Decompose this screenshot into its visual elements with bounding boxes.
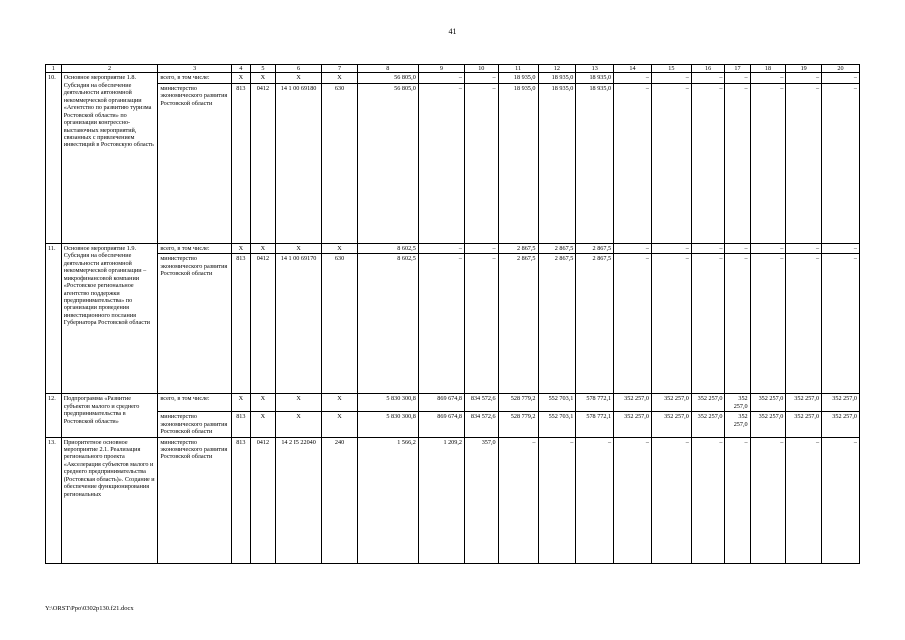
value-cell-col11: 528 779,2: [498, 412, 538, 437]
value-cell-col14: –: [614, 83, 652, 243]
value-cell-col6: X: [275, 73, 321, 83]
value-cell-col19: –: [786, 83, 822, 243]
measure-name-cell: Основное мероприятие 1.9. Субсидия на обеспечение деятельности автономной некоммерческой организации – микрофинансовой компании «Ростовское региональное агентство поддержки предпринимательства» по организации проведения инвестиционного послания Губернатора Ростовской области: [61, 243, 158, 393]
row-number-cell: 12.: [46, 394, 62, 437]
value-cell-col19: –: [786, 243, 822, 253]
value-cell-col8: 5 830 300,8: [357, 394, 418, 412]
value-cell-col6: 14 1 00 69180: [275, 83, 321, 243]
value-cell-col17: –: [725, 254, 750, 394]
value-cell-col18: –: [750, 254, 786, 394]
column-number-row: [46, 65, 860, 73]
row-number-cell: 11.: [46, 243, 62, 393]
executor-cell: всего, в том числе:: [158, 243, 232, 253]
column-number-cell: 2: [61, 65, 158, 73]
row-number-cell: 10.: [46, 73, 62, 243]
column-number-cell: 19: [786, 65, 822, 73]
executor-cell: министерство экономического развития Ростовской области: [158, 437, 232, 563]
value-cell-col14: –: [614, 437, 652, 563]
value-cell-col9: –: [418, 73, 464, 83]
value-cell-col20: –: [822, 83, 860, 243]
executor-cell: министерство экономического развития Ростовской области: [158, 83, 232, 243]
value-cell-col9: –: [418, 243, 464, 253]
value-cell-col13: 18 935,0: [576, 73, 614, 83]
value-cell-col14: 352 257,0: [614, 412, 652, 437]
value-cell-col15: –: [651, 83, 691, 243]
value-cell-col8: 5 830 300,8: [357, 412, 418, 437]
value-cell-col6: 14 1 00 69170: [275, 254, 321, 394]
value-cell-col6: X: [275, 243, 321, 253]
value-cell-col20: –: [822, 73, 860, 83]
value-cell-col10: 834 572,6: [465, 412, 499, 437]
value-cell-col13: 2 867,5: [576, 243, 614, 253]
table-row: [46, 73, 860, 83]
file-path-footer: Y:\ORST\Ppo\0302p130.f21.docx: [45, 605, 134, 612]
column-number-cell: 14: [614, 65, 652, 73]
column-number-cell: 13: [576, 65, 614, 73]
value-cell-col18: –: [750, 243, 786, 253]
value-cell-col17: –: [725, 243, 750, 253]
column-number-cell: 4: [231, 65, 250, 73]
executor-cell: министерство экономического развития Ростовской области: [158, 254, 232, 394]
value-cell-col17: –: [725, 73, 750, 83]
column-number-cell: 1: [46, 65, 62, 73]
value-cell-col12: 552 703,1: [538, 394, 576, 412]
value-cell-col20: –: [822, 437, 860, 563]
value-cell-col10: –: [465, 83, 499, 243]
measure-name-cell: Подпрограмма «Развитие субъектов малого и среднего предпринимательства в Ростовской области»: [61, 394, 158, 437]
value-cell-col13: 578 772,1: [576, 412, 614, 437]
value-cell-col19: 352 257,0: [786, 394, 822, 412]
value-cell-col11: 2 867,5: [498, 243, 538, 253]
value-cell-col10: –: [465, 243, 499, 253]
value-cell-col17: 352 257,0: [725, 412, 750, 437]
value-cell-col13: 578 772,1: [576, 394, 614, 412]
column-number-cell: 3: [158, 65, 232, 73]
column-number-cell: 7: [322, 65, 358, 73]
value-cell-col5: X: [250, 243, 275, 253]
value-cell-col10: 357,0: [465, 437, 499, 563]
table-row: [46, 394, 860, 412]
value-cell-col12: 552 703,1: [538, 412, 576, 437]
value-cell-col19: –: [786, 437, 822, 563]
value-cell-col8: 1 566,2: [357, 437, 418, 563]
value-cell-col6: X: [275, 412, 321, 437]
value-cell-col5: X: [250, 73, 275, 83]
value-cell-col15: –: [651, 73, 691, 83]
value-cell-col7: X: [322, 412, 358, 437]
column-number-cell: 8: [357, 65, 418, 73]
column-number-cell: 6: [275, 65, 321, 73]
value-cell-col8: 8 602,5: [357, 254, 418, 394]
column-number-cell: 9: [418, 65, 464, 73]
value-cell-col18: –: [750, 437, 786, 563]
table-row: [46, 412, 860, 437]
value-cell-col7: X: [322, 73, 358, 83]
value-cell-col17: –: [725, 83, 750, 243]
value-cell-col4: X: [231, 243, 250, 253]
value-cell-col13: 2 867,5: [576, 254, 614, 394]
value-cell-col7: X: [322, 243, 358, 253]
value-cell-col9: 1 209,2: [418, 437, 464, 563]
value-cell-col16: 352 257,0: [691, 394, 725, 412]
value-cell-col10: –: [465, 73, 499, 83]
column-number-cell: 10: [465, 65, 499, 73]
value-cell-col4: 813: [231, 437, 250, 563]
value-cell-col11: 18 935,0: [498, 73, 538, 83]
value-cell-col15: –: [651, 243, 691, 253]
executor-cell: всего, в том числе:: [158, 73, 232, 83]
value-cell-col17: 352 257,0: [725, 394, 750, 412]
value-cell-col19: –: [786, 73, 822, 83]
value-cell-col5: 0412: [250, 83, 275, 243]
value-cell-col16: –: [691, 83, 725, 243]
value-cell-col10: 834 572,6: [465, 394, 499, 412]
value-cell-col14: –: [614, 243, 652, 253]
value-cell-col8: 56 805,0: [357, 83, 418, 243]
value-cell-col7: 240: [322, 437, 358, 563]
column-number-cell: 16: [691, 65, 725, 73]
value-cell-col20: 352 257,0: [822, 412, 860, 437]
value-cell-col8: 56 805,0: [357, 73, 418, 83]
value-cell-col8: 8 602,5: [357, 243, 418, 253]
value-cell-col17: –: [725, 437, 750, 563]
column-number-cell: 18: [750, 65, 786, 73]
value-cell-col16: 352 257,0: [691, 412, 725, 437]
table-row: [46, 254, 860, 394]
value-cell-col9: 869 674,8: [418, 394, 464, 412]
value-cell-col16: –: [691, 254, 725, 394]
executor-cell: всего, в том числе:: [158, 394, 232, 412]
value-cell-col19: 352 257,0: [786, 412, 822, 437]
value-cell-col12: 18 935,0: [538, 83, 576, 243]
executor-cell: министерство экономического развития Ростовской области: [158, 412, 232, 437]
table-row: [46, 437, 860, 563]
value-cell-col14: 352 257,0: [614, 394, 652, 412]
value-cell-col15: –: [651, 254, 691, 394]
value-cell-col15: 352 257,0: [651, 394, 691, 412]
value-cell-col5: X: [250, 394, 275, 412]
value-cell-col18: –: [750, 73, 786, 83]
value-cell-col12: 2 867,5: [538, 254, 576, 394]
value-cell-col18: –: [750, 83, 786, 243]
value-cell-col11: –: [498, 437, 538, 563]
value-cell-col15: 352 257,0: [651, 412, 691, 437]
column-number-cell: 11: [498, 65, 538, 73]
value-cell-col12: 2 867,5: [538, 243, 576, 253]
value-cell-col18: 352 257,0: [750, 394, 786, 412]
value-cell-col5: X: [250, 412, 275, 437]
value-cell-col9: 869 674,8: [418, 412, 464, 437]
value-cell-col11: 18 935,0: [498, 83, 538, 243]
value-cell-col10: –: [465, 254, 499, 394]
value-cell-col4: X: [231, 73, 250, 83]
value-cell-col11: 2 867,5: [498, 254, 538, 394]
column-number-cell: 5: [250, 65, 275, 73]
value-cell-col6: 14 2 I5 22040: [275, 437, 321, 563]
budget-table: [45, 64, 860, 564]
value-cell-col13: –: [576, 437, 614, 563]
measure-name-cell: Приоритетное основное мероприятие 2.1. Реализация регионального проекта «Акселерация субъектов малого и среднего предпринимательства (Ростовская область)». Создание и обеспечение функционирования региональных: [61, 437, 158, 563]
column-number-cell: 17: [725, 65, 750, 73]
value-cell-col6: X: [275, 394, 321, 412]
value-cell-col14: –: [614, 73, 652, 83]
measure-name-cell: Основное мероприятие 1.8. Субсидия на обеспечение деятельности автономной некоммерческой организации «Агентство по развитию туризма Ростовской области» по организации конгрессно-выставочных мероприятий, связанных с привлечением инвестиций в Ростовскую область: [61, 73, 158, 243]
value-cell-col4: X: [231, 394, 250, 412]
table-row: [46, 83, 860, 243]
value-cell-col18: 352 257,0: [750, 412, 786, 437]
value-cell-col19: –: [786, 254, 822, 394]
value-cell-col16: –: [691, 437, 725, 563]
value-cell-col11: 528 779,2: [498, 394, 538, 412]
value-cell-col4: 813: [231, 254, 250, 394]
value-cell-col5: 0412: [250, 437, 275, 563]
value-cell-col20: –: [822, 243, 860, 253]
value-cell-col16: –: [691, 73, 725, 83]
value-cell-col12: –: [538, 437, 576, 563]
column-number-cell: 20: [822, 65, 860, 73]
value-cell-col7: X: [322, 394, 358, 412]
row-number-cell: 13.: [46, 437, 62, 563]
value-cell-col20: 352 257,0: [822, 394, 860, 412]
value-cell-col4: 813: [231, 83, 250, 243]
page-number: 41: [448, 27, 457, 36]
value-cell-col13: 18 935,0: [576, 83, 614, 243]
value-cell-col14: –: [614, 254, 652, 394]
column-number-cell: 12: [538, 65, 576, 73]
table-row: [46, 243, 860, 253]
column-number-cell: 15: [651, 65, 691, 73]
value-cell-col7: 630: [322, 254, 358, 394]
value-cell-col15: –: [651, 437, 691, 563]
value-cell-col9: –: [418, 83, 464, 243]
value-cell-col5: 0412: [250, 254, 275, 394]
value-cell-col12: 18 935,0: [538, 73, 576, 83]
value-cell-col4: 813: [231, 412, 250, 437]
value-cell-col16: –: [691, 243, 725, 253]
value-cell-col20: –: [822, 254, 860, 394]
value-cell-col7: 630: [322, 83, 358, 243]
value-cell-col9: –: [418, 254, 464, 394]
